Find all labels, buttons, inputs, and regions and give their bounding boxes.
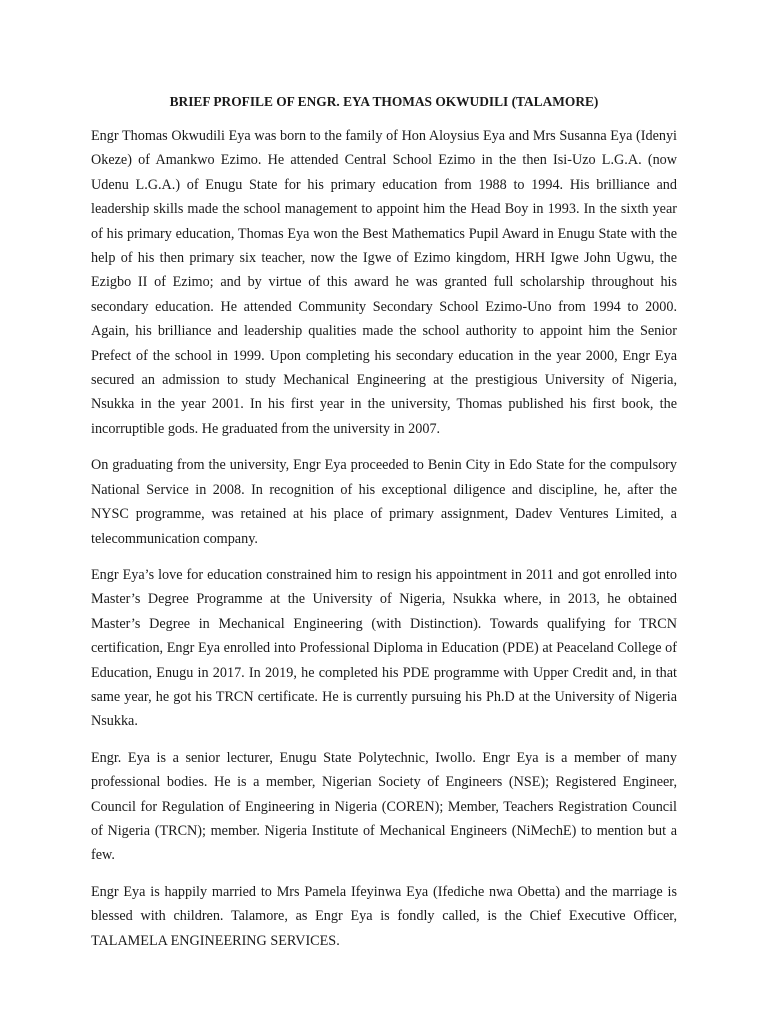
paragraph-early-life: Engr Thomas Okwudili Eya was born to the family of Hon Aloysius Eya and Mrs Susanna Eya (Idenyi Okeze) of Amankwo Ezimo. He attended Central School Ezimo in the then Isi-Uzo L.G.A. (now Udenu L.G.A.) of Enugu State for his primary education from 1988 to 1994. His brilliance and leadership skills made the school management to appoint him the Head Boy in 1993. In the sixth year of his primary education, Thomas Eya won the Best Mathematics Pupil Award in Enugu State with the help of his then primary six teacher, now the Igwe of Ezimo kingdom, HRH Igwe John Ugwu, the Ezigbo II of Ezimo; and by virtue of this award he was granted full scholarship throughout his secondary education. He attended Community Secondary School Ezimo-Uno from 1994 to 2000. Again, his brilliance and leadership qualities made the school authority to appoint him the Senior Prefect of the school in 1999. Upon completing his secondary education in the year 2000, Engr Eya secured an admission to study Mechanical Engineering at the prestigious University of Nigeria, Nsukka in the year 2001. In his first year in the university, Thomas published his first book, the incorruptible gods. He graduated from the university in 2007. [91,128,677,437]
paragraph-career: Engr. Eya is a senior lecturer, Enugu State Polytechnic, Iwollo. Engr Eya is a member of many professional bodies. He is a member, Nigerian Society of Engineers (NSE); Registered Engineer, Council for Regulation of Engineering in Nigeria (COREN); Member, Teachers Registration Council of Nigeria (TRCN); member. Nigeria Institute of Mechanical Engineers (NiMechE) to mention but a few. [91,749,677,864]
paragraph-family: Engr Eya is happily married to Mrs Pamela Ifeyinwa Eya (Ifediche nwa Obetta) and the marriage is blessed with children. Talamore, as Engr Eya is fondly called, is the Chief Executive Officer, TALAMELA ENGINEERING SERVICES. [91,883,677,949]
document-title: BRIEF PROFILE OF ENGR. EYA THOMAS OKWUDILI (TALAMORE) [169,94,599,109]
paragraph-national-service: On graduating from the university, Engr Eya proceeded to Benin City in Edo State for the compulsory National Service in 2008. In recognition of his exceptional diligence and discipline, he, after the NYSC programme, was retained at his place of primary assignment, Dadev Ventures Limited, a telecommunication company. [91,457,677,547]
paragraph-education: Engr Eya’s love for education constrained him to resign his appointment in 2011 and got enrolled into Master’s Degree Programme at the University of Nigeria, Nsukka where, in 2013, he obtained Master’s Degree in Mechanical Engineering (with Distinction). Towards qualifying for TRCN certification, Engr Eya enrolled into Professional Diploma in Education (PDE) at Peaceland College of Education, Enugu in 2017. In 2019, he completed his PDE programme with Upper Credit and, in that same year, he got his TRCN certificate. He is currently pursuing his Ph.D at the University of Nigeria Nsukka. [91,566,677,730]
document-body [91,92,677,965]
